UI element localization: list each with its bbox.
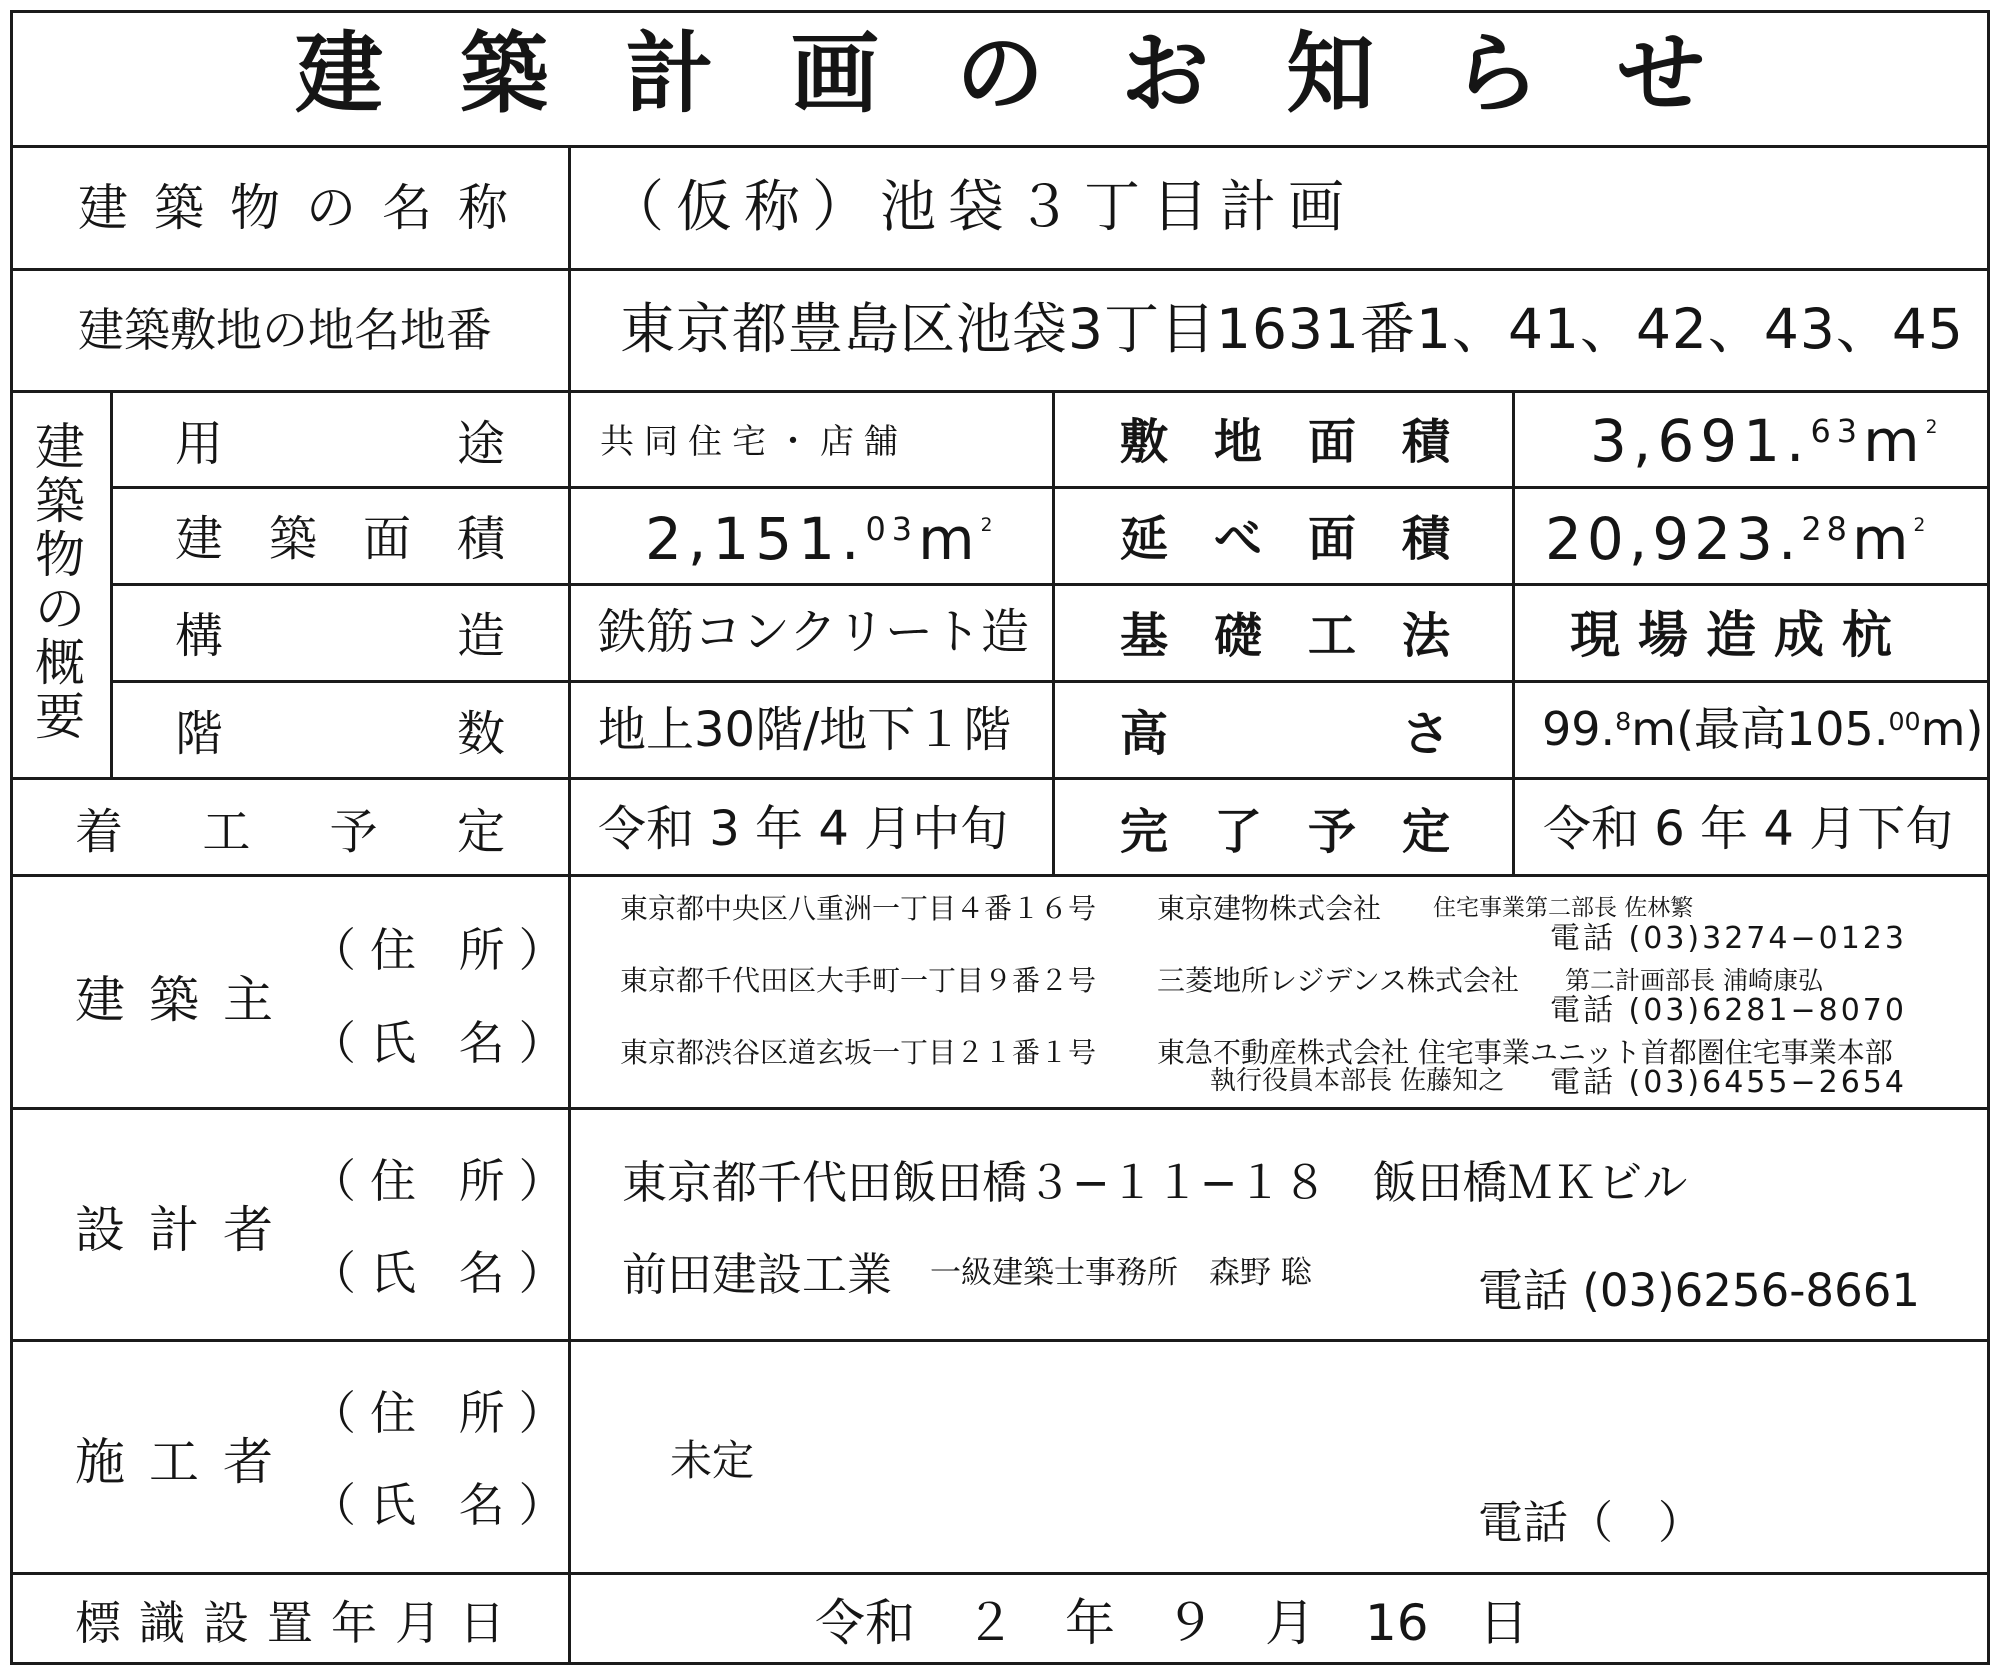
divider — [110, 486, 1990, 489]
owner-address-label: （住 所） — [310, 923, 579, 977]
use-label: 用 途 — [175, 416, 505, 472]
owner-name-label: （氏 名） — [310, 1016, 579, 1070]
border-bottom — [10, 1662, 1990, 1665]
border-top — [10, 10, 1990, 13]
site-area-value: $3,691.63m^2$ — [1590, 407, 1944, 475]
designer-company: 前田建設工業 — [622, 1248, 893, 1301]
owner-3-phone: 電話 (03)6455−2654 — [1550, 1065, 1907, 1100]
divider — [10, 390, 1990, 393]
end-value: 令和 6 年 4 月下旬 — [1543, 801, 1954, 857]
sign-date-label: 標 識 設 置 年 月 日 — [75, 1596, 505, 1650]
divider — [1052, 390, 1055, 877]
owner-1-person: 住宅事業第二部長 佐林繁 — [1433, 895, 1694, 921]
contractor-address-label: （住 所） — [310, 1386, 579, 1440]
owner-label: 建築主 — [75, 971, 297, 1029]
contractor-value: 未定 — [670, 1436, 755, 1485]
contractor-label: 施工者 — [75, 1433, 297, 1491]
use-value: 共同住宅・店舗 — [600, 422, 908, 462]
end-label: 完 了 予 定 — [1120, 804, 1450, 860]
divider — [10, 777, 1990, 780]
divider — [10, 874, 1990, 877]
site-area-label: 敷 地 面 積 — [1120, 414, 1450, 470]
owner-2-person: 第二計画部長 浦崎康弘 — [1565, 966, 1823, 995]
site-lot-value: 東京都豊島区池袋3丁目1631番1、41、42、43、45 — [620, 297, 1964, 361]
site-lot-label: 建築敷地の地名地番 — [78, 303, 492, 357]
floor-area-value: $20,923.28m^2$ — [1545, 505, 1931, 573]
foundation-value: 現場造成杭 — [1570, 606, 1910, 664]
owner-2-address: 東京都千代田区大手町一丁目９番２号 — [620, 964, 1097, 997]
building-name-value: （仮称）池袋３丁目計画 — [608, 175, 1356, 240]
divider — [10, 1572, 1990, 1575]
owner-3-company: 東急不動産株式会社 住宅事業ユニット首都圏住宅事業本部 — [1157, 1036, 1893, 1069]
building-area-label: 建 築 面 積 — [175, 511, 505, 567]
start-label: 着 工 予 定 — [75, 804, 505, 860]
divider — [10, 268, 1990, 271]
floor-area-label: 延 べ 面 積 — [1120, 511, 1450, 567]
owner-1-company: 東京建物株式会社 — [1157, 892, 1382, 925]
divider — [10, 1107, 1990, 1110]
designer-name-label: （氏 名） — [310, 1246, 579, 1300]
contractor-phone: 電話（ ） — [1478, 1496, 1704, 1549]
designer-office: 一級建築士事務所 森野 聡 — [930, 1255, 1312, 1291]
owner-1-address: 東京都中央区八重洲一丁目４番１６号 — [620, 892, 1097, 925]
sign-date-value: 令和 ２ 年 ９ 月 16 日 — [815, 1594, 1529, 1652]
building-name-label: 建 築 物 の 名 称 — [78, 179, 508, 237]
divider — [110, 390, 113, 780]
overview-group-label: 建築物の概要 — [35, 418, 85, 746]
divider — [110, 680, 1990, 683]
foundation-label: 基 礎 工 法 — [1120, 608, 1450, 664]
contractor-name-label: （氏 名） — [310, 1478, 579, 1532]
building-area-value: $2,151.03m^2$ — [645, 505, 999, 573]
owner-3-person: 執行役員本部長 佐藤知之 — [1210, 1066, 1505, 1096]
height-value: 99.$^8$m(最高105.00m) — [1542, 702, 1984, 756]
designer-phone: 電話 (03)6256-8661 — [1478, 1264, 1920, 1317]
designer-address-label: （住 所） — [310, 1154, 579, 1208]
owner-1-phone: 電話 (03)3274−0123 — [1550, 921, 1907, 956]
owner-3-address: 東京都渋谷区道玄坂一丁目２１番１号 — [620, 1036, 1097, 1069]
structure-label: 構 造 — [175, 608, 505, 664]
designer-label: 設計者 — [75, 1201, 297, 1259]
divider — [10, 1339, 1990, 1342]
divider — [110, 583, 1990, 586]
owner-2-company: 三菱地所レジデンス株式会社 — [1157, 964, 1519, 997]
divider — [10, 145, 1990, 148]
start-value: 令和 3 年 4 月中旬 — [598, 801, 1009, 857]
divider — [1512, 390, 1515, 877]
designer-address: 東京都千代田飯田橋３−１１−１８ 飯田橋ＭＫビル — [622, 1156, 1688, 1209]
owner-2-phone: 電話 (03)6281−8070 — [1550, 993, 1907, 1028]
border-left — [10, 10, 13, 1665]
floors-label: 階 数 — [175, 706, 505, 762]
border-right — [1987, 10, 1990, 1665]
structure-value: 鉄筋コンクリート造 — [598, 604, 1030, 660]
floors-value: 地上30階/地下１階 — [598, 702, 1012, 758]
height-label: 高 さ — [1120, 706, 1450, 762]
page-title: 建 築 計 画 の お 知 ら せ — [295, 22, 1705, 125]
